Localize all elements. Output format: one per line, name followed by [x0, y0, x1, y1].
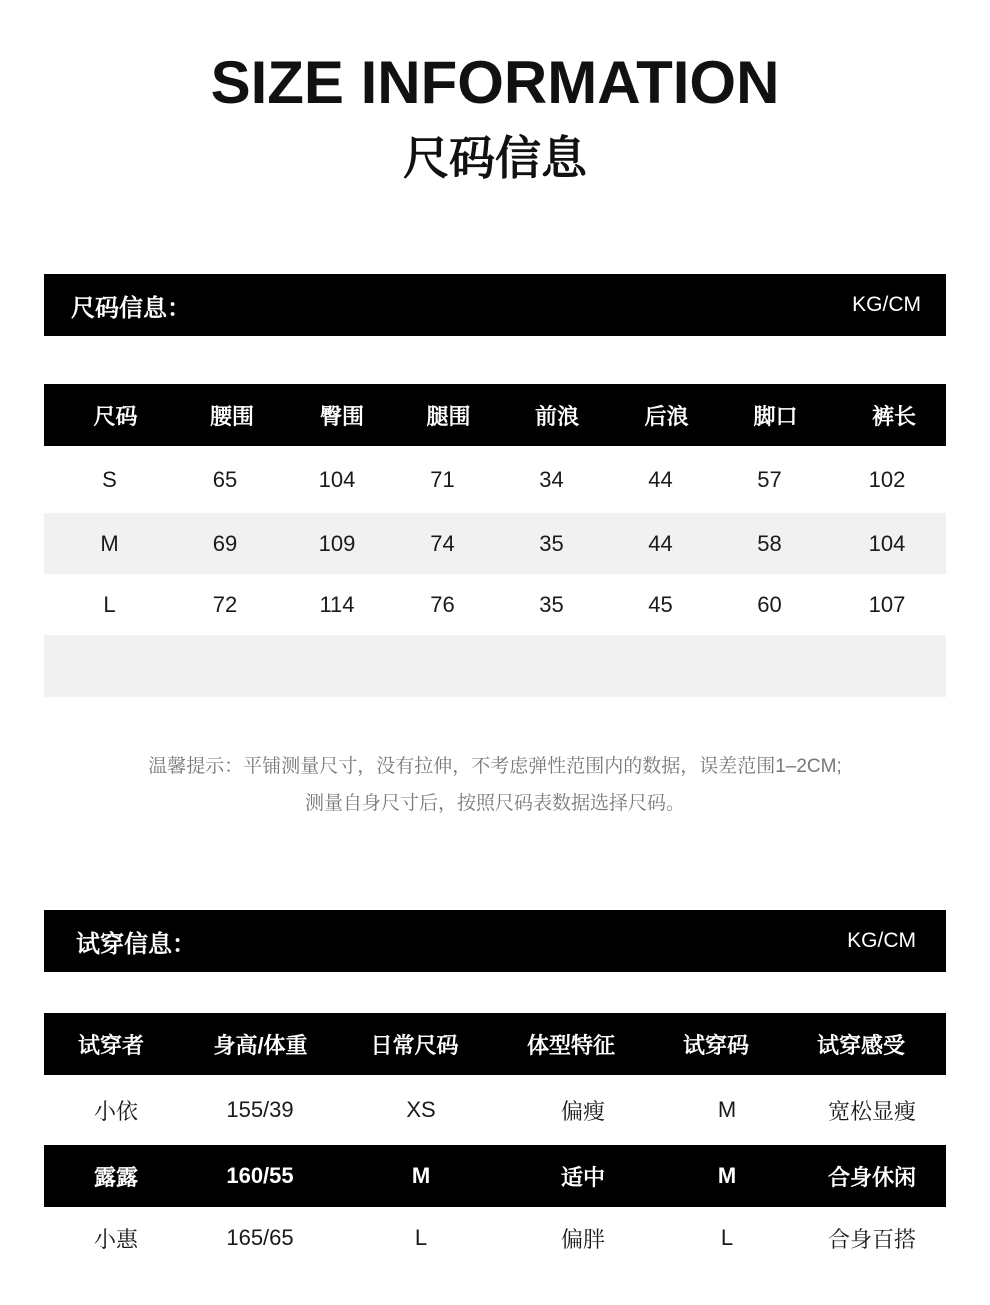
column-header: 试穿码	[682, 1032, 749, 1058]
column-header: 臀围	[319, 403, 364, 429]
size-note	[0, 748, 990, 822]
column-header: 身高/体重	[213, 1032, 308, 1058]
tryon-info-bar-title: 试穿信息：	[76, 930, 196, 958]
table-cell: 58	[757, 530, 782, 556]
column-header: 试穿者	[77, 1032, 144, 1058]
column-header: 前浪	[534, 403, 579, 429]
table-cell: 34	[539, 466, 564, 492]
size-table	[44, 384, 946, 697]
tryon-info-unit: KG/CM	[847, 929, 916, 952]
table-cell: 74	[430, 530, 455, 556]
table-cell: 合身百搭	[827, 1226, 916, 1252]
table-row	[44, 1207, 946, 1269]
table-cell: 适中	[560, 1164, 605, 1190]
table-cell: 71	[430, 466, 455, 492]
table-cell: 104	[318, 466, 356, 492]
table-cell: 107	[868, 591, 906, 617]
table-cell: 109	[318, 530, 356, 556]
table-cell: 165/65	[226, 1225, 294, 1250]
column-header: 腰围	[209, 403, 254, 429]
table-cell: L	[720, 1225, 734, 1250]
table-row	[44, 513, 946, 574]
tryon-info-bar	[44, 910, 946, 972]
table-cell: XS	[406, 1097, 436, 1122]
table-cell: M	[717, 1097, 737, 1122]
table-cell: 160/55	[226, 1163, 294, 1188]
size-note-line1: 温馨提示：平铺测量尺寸，没有拉伸，不考虑弹性范围内的数据，误差范围1–2CM;	[148, 756, 842, 777]
page-title-en: SIZE INFORMATION	[210, 49, 780, 116]
tryon-table	[44, 1013, 946, 1269]
table-cell: S	[102, 466, 117, 492]
table-row-empty	[44, 635, 946, 697]
table-cell: 44	[648, 530, 673, 556]
table-cell: 102	[868, 466, 906, 492]
column-header: 腿围	[426, 403, 471, 429]
size-info-bar	[44, 274, 946, 336]
table-cell: 69	[212, 530, 238, 556]
table-cell: 小依	[93, 1098, 138, 1124]
table-cell: 35	[539, 591, 564, 617]
table-cell: 宽松显瘦	[827, 1098, 916, 1124]
column-header: 日常尺码	[370, 1032, 459, 1058]
size-note-line2: 测量自身尺寸后，按照尺码表数据选择尺码。	[304, 793, 685, 814]
column-header: 试穿感受	[816, 1032, 905, 1058]
table-cell: L	[103, 591, 116, 617]
page-title-cn: 尺码信息	[403, 132, 587, 184]
column-header: 后浪	[644, 403, 689, 429]
table-cell: 露露	[93, 1164, 138, 1190]
table-cell: 44	[648, 466, 673, 492]
table-cell: 65	[212, 466, 238, 492]
table-cell: 104	[868, 530, 906, 556]
table-cell: 72	[212, 591, 238, 617]
table-cell: 45	[648, 591, 673, 617]
size-table-header	[44, 384, 946, 446]
size-info-bar-title: 尺码信息：	[71, 294, 191, 322]
table-cell: 114	[319, 591, 355, 617]
table-cell: 小惠	[93, 1226, 138, 1252]
table-cell: 35	[539, 530, 564, 556]
table-row	[44, 1075, 946, 1145]
table-cell: 60	[757, 591, 782, 617]
table-cell: L	[414, 1225, 428, 1250]
table-cell: 偏胖	[560, 1226, 605, 1252]
table-row-highlighted	[44, 1145, 946, 1207]
table-cell: 155/39	[226, 1097, 294, 1122]
table-cell: 合身休闲	[827, 1164, 916, 1190]
table-cell: M	[411, 1163, 431, 1188]
tryon-table-header	[44, 1013, 946, 1075]
column-header: 脚口	[753, 403, 798, 429]
table-cell: 偏瘦	[560, 1098, 605, 1124]
size-info-unit: KG/CM	[852, 293, 921, 316]
table-row	[44, 446, 946, 513]
table-cell: M	[100, 530, 119, 556]
column-header: 尺码	[93, 403, 138, 429]
column-header: 裤长	[871, 403, 916, 429]
table-cell: 76	[430, 591, 455, 617]
table-cell: M	[717, 1163, 737, 1188]
column-header: 体型特征	[526, 1032, 615, 1058]
table-row	[44, 574, 946, 635]
table-cell: 57	[757, 466, 782, 492]
